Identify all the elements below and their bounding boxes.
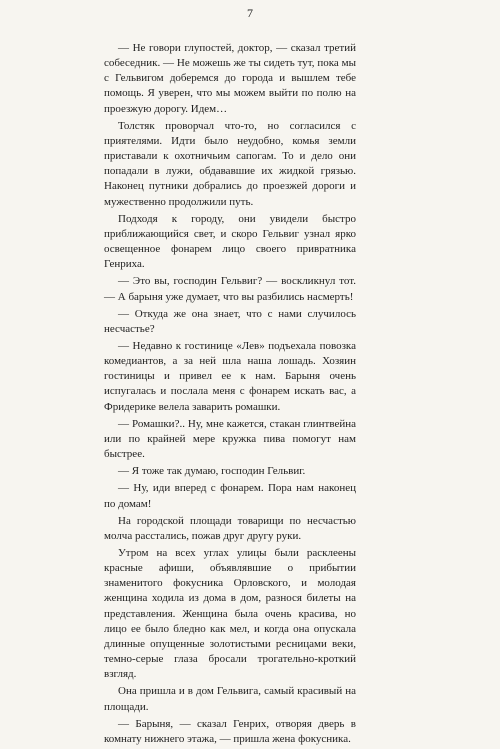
paragraph: Подходя к городу, они увидели быстро приближающийся свет, и скоро Гельвиг узнал ярко освещенное фонарем лицо своего привратника Генриха. — [104, 212, 356, 271]
body-text — [104, 41, 356, 749]
paragraph: На городской площади товарищи по несчастью молча расстались, пожав друг другу руки. — [104, 514, 356, 542]
paragraph: — Откуда же она знает, что с нами случилось несчастье? — [104, 307, 356, 335]
paragraph: — Недавно к гостинице «Лев» подъехала повозка комедиантов, а за ней шла наша лошадь. Хозяин гостиницы и привел ее к нам. Барыня очень испугалась и послала меня с фонарем искать вас, а Фридерике велела заварить ромашки. — [104, 339, 356, 413]
paragraph: — Ромашки?.. Ну, мне кажется, стакан глинтвейна или по крайней мере кружка пива помогут нам быстрее. — [104, 417, 356, 461]
paragraph: — Я тоже так думаю, господин Гельвиг. — [118, 465, 306, 478]
paragraph: — Не говори глупостей, доктор, — сказал третий собеседник. — Не можешь же ты сидеть тут, пока мы с Гельвигом доберемся до города и вышлем тебе помощь. Я уверен, что мы можем выйти по полю на проезжую дорогу. Идем… — [104, 42, 356, 115]
paragraph: — Ну, иди вперед с фонарем. Пора нам наконец по домам! — [104, 482, 356, 510]
paragraph: — Барыня, — сказал Генрих, отворяя дверь в комнату нижнего этажа, — пришла жена фокусника. — [104, 717, 356, 745]
paragraph: Утром на всех углах улицы были расклеены красные афиши, объявлявшие о прибытии знаменитого фокусника Орловского, и молодая женщина ходила из дома в дом, разнося билеты на представления. Женщина была очень красива, но лицо ее было бледно как мел, и когда она опускала длинные опущенные золотистыми ресницами веки, темно-серые глаза бросали трогательно-кроткий взгляд. — [104, 547, 356, 681]
paragraph: Она пришла и в дом Гельвига, самый красивый на площади. — [104, 685, 356, 713]
paragraph: — Это вы, господин Гельвиг? — воскликнул тот. — А барыня уже думает, что вы разбились насмерть! — [104, 275, 356, 303]
page-number: 7 — [247, 6, 253, 20]
paragraph: Толстяк проворчал что-то, но согласился с приятелями. Идти было неудобно, комья земли приставали к охотничьим сапогам. То и дело они попадали в лужи, обдававшие их жидкой грязью. Наконец путники добрались до проезжей дороги и мужественно продолжили путь. — [104, 119, 356, 208]
